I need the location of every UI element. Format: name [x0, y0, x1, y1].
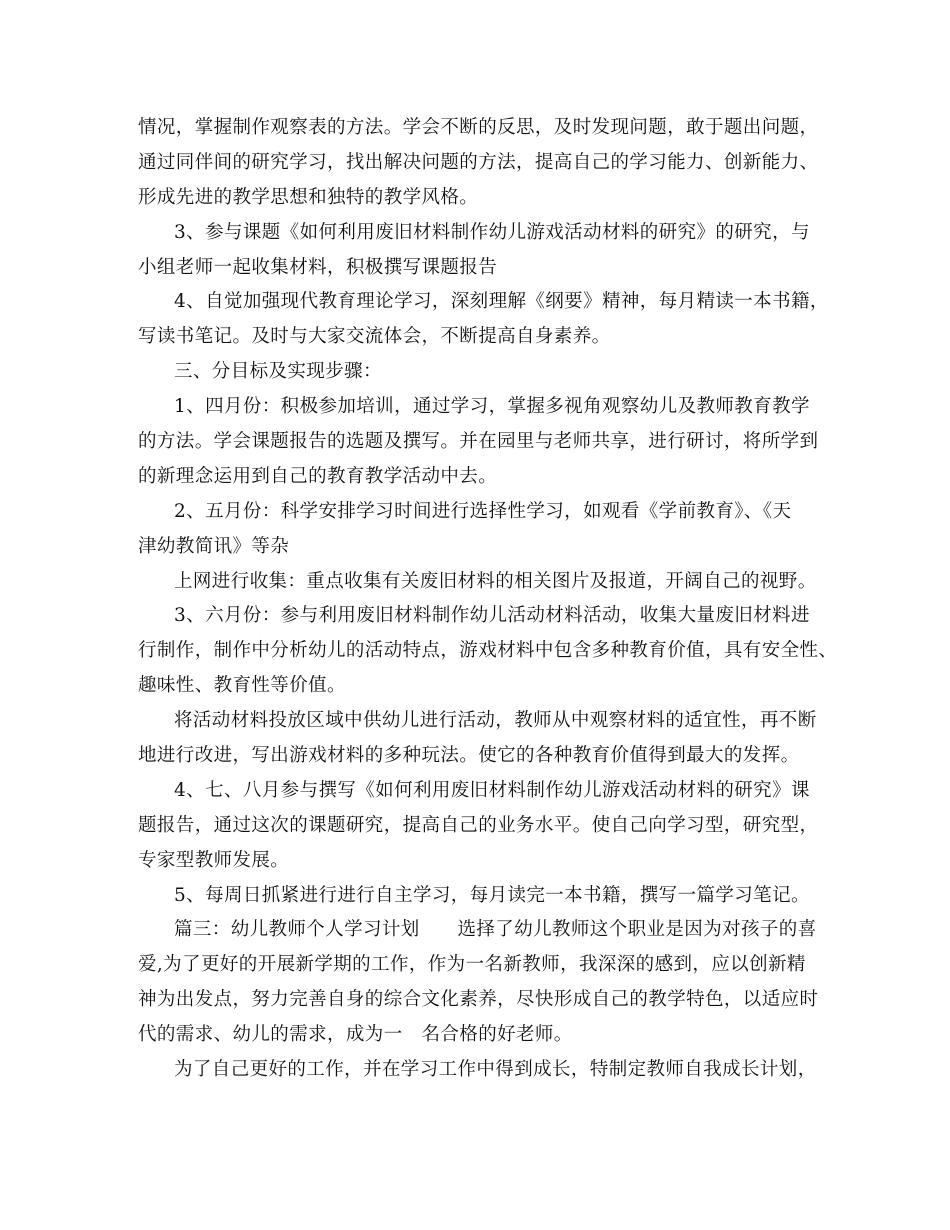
- text-line: 2、五月份：科学安排学习时间进行选择性学习，如观看《学前教育》、《天: [174, 500, 792, 522]
- text-line: 3、参与课题《如何利用废旧材料制作幼儿游戏活动材料的研究》的研究，与: [174, 221, 810, 243]
- text-line: 4、自觉加强现代教育理论学习，深刻理解《纲要》精神，每月精读一本书籍，: [174, 291, 829, 313]
- text-line: 行制作，制作中分析幼儿的活动特点，游戏材料中包含多种教育价值，具有安全性、: [138, 640, 838, 662]
- text-line: 爱,为了更好的开展新学期的工作，作为一名新教师，我深深的感到，应以创新精: [138, 954, 806, 976]
- text-line: 3、六月份：参与利用废旧材料制作幼儿活动材料活动，收集大量废旧材料进: [174, 605, 810, 627]
- text-line: 的新理念运用到自己的教育教学活动中去。: [138, 465, 498, 487]
- text-line: 情况，掌握制作观察表的方法。学会不断的反思，及时发现问题，敢于题出问题，: [138, 117, 819, 138]
- text-line: 专家型教师发展。: [138, 849, 290, 871]
- text-line: 题报告，通过这次的课题研究，提高自己的业务水平。使自己向学习型，研究型，: [138, 814, 819, 836]
- text-line: 为了自己更好的工作，并在学习工作中得到成长，特制定教师自我成长计划，: [174, 1059, 817, 1081]
- document-body: [138, 111, 838, 1088]
- text-line: 神为出发点，努力完善自身的综合文化素养，尽快形成自己的教学特色，以适应时: [138, 989, 819, 1011]
- text-line: 通过同伴间的研究学习，找出解决问题的方法，提高自己的学习能力、创新能力、: [138, 151, 819, 173]
- text-line: 篇三：幼儿教师个人学习计划 选择了幼儿教师这个职业是因为对孩子的喜: [174, 919, 817, 941]
- text-line: 5、每周日抓紧进行进行自主学习，每月读完一本书籍，撰写一篇学习笔记。: [174, 884, 810, 906]
- text-line: 的方法。学会课题报告的选题及撰写。并在园里与老师共享，进行研讨，将所学到: [138, 431, 819, 453]
- text-line: 写读书笔记。及时与大家交流体会，不断提高自身素养。: [138, 326, 611, 348]
- text-line: 三、分目标及实现步骤：: [174, 361, 382, 383]
- text-line: 地进行改进，写出游戏材料的多种玩法。使它的各种教育价值得到最大的发挥。: [138, 745, 800, 767]
- text-line: 上网进行收集：重点收集有关废旧材料的相关图片及报道，开阔自己的视野。: [174, 570, 817, 592]
- text-line: 津幼教简讯》等杂: [138, 535, 290, 557]
- text-line: 形成先进的教学思想和独特的教学风格。: [138, 186, 479, 208]
- text-line: 将活动材料投放区域中供幼儿进行活动，教师从中观察材料的适宜性，再不断: [174, 710, 817, 732]
- text-line: 小组老师一起收集材料，积极撰写课题报告: [138, 256, 498, 278]
- text-line: 趣味性、教育性等价值。: [138, 675, 346, 697]
- text-line: 代的需求、幼儿的需求，成为一 名合格的好老师。: [138, 1024, 573, 1046]
- text-line: 4、七、八月参与撰写《如何利用废旧材料制作幼儿游戏活动材料的研究》课: [174, 779, 810, 801]
- text-line: 1、四月份：积极参加培训，通过学习，掌握多视角观察幼儿及教师教育教学: [174, 396, 810, 418]
